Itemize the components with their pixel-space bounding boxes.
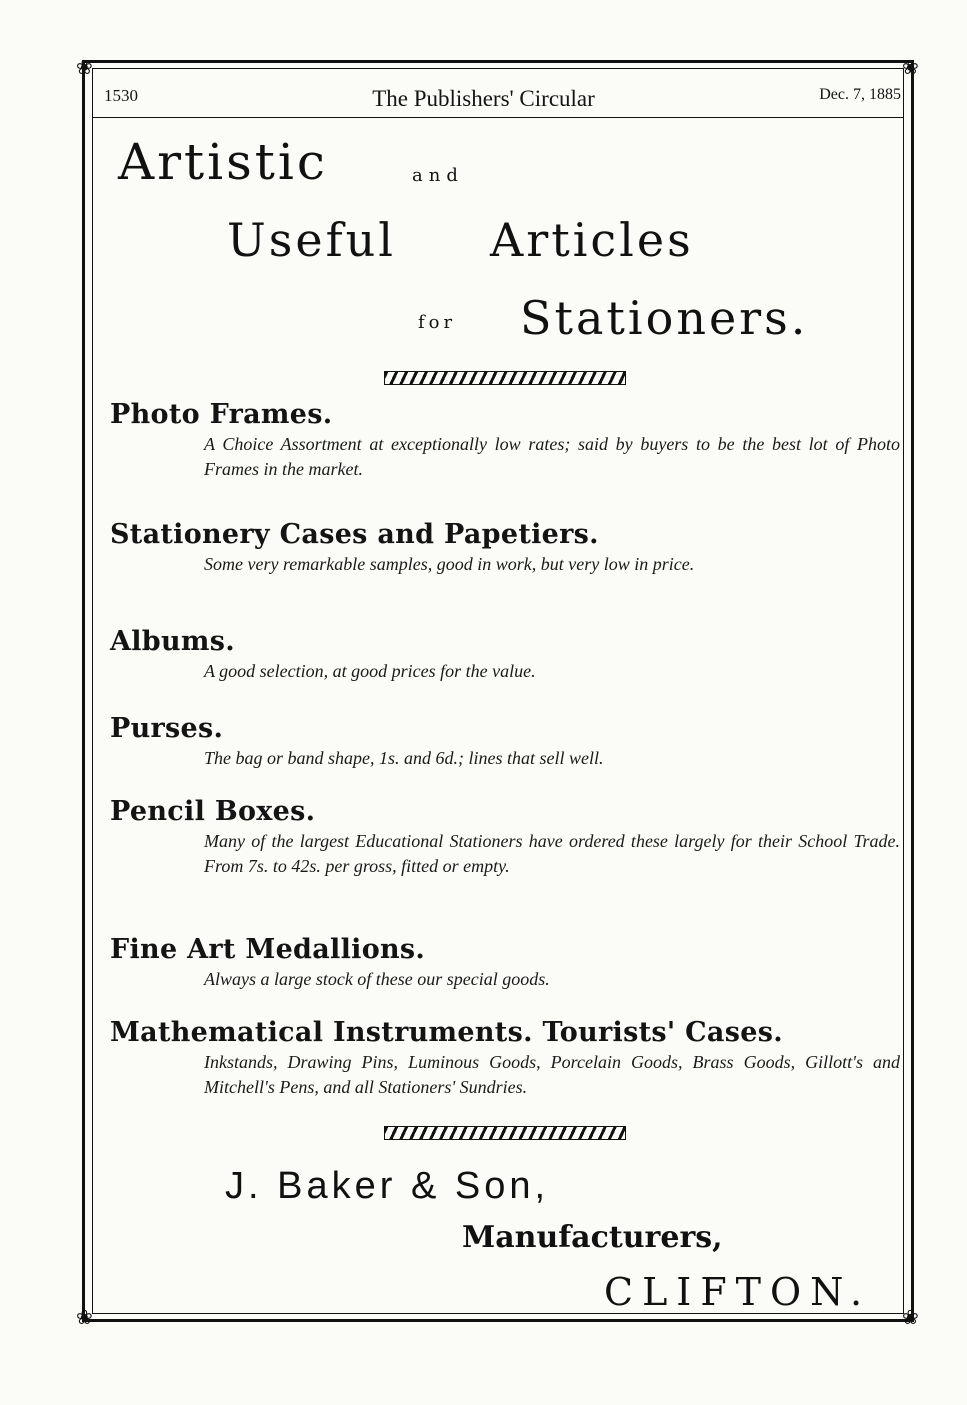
corner-ornament-icon: ❀ (902, 57, 919, 79)
journal-title: The Publishers' Circular (372, 86, 595, 111)
product-description: A Choice Assortment at exceptionally low rates; said by buyers to be the best lot of Photo Frames in the market. (204, 434, 900, 479)
product-heading: Fine Art Medallions. (110, 934, 426, 965)
product-section (110, 712, 900, 771)
product-description: Always a large stock of these our special goods. (204, 969, 550, 989)
display-heading-articles: Articles (490, 213, 694, 267)
product-heading: Photo Frames. (110, 399, 333, 430)
product-heading: Pencil Boxes. (110, 796, 316, 827)
ornamental-rule (384, 371, 626, 385)
display-heading-stationers: Stationers. (520, 291, 809, 345)
issue-date: Dec. 7, 1885 (819, 86, 901, 103)
product-description: Many of the largest Educational Stationers have ordered these largely for their School Trade. From 7s. to 42s. per gross, fitted or empty. (204, 831, 900, 876)
corner-ornament-icon: ❀ (902, 1307, 919, 1329)
product-description: Some very remarkable samples, good in work, but very low in price. (204, 554, 695, 574)
product-section (110, 398, 900, 482)
display-heading-artistic: Artistic (118, 133, 328, 191)
corner-ornament-icon: ❀ (76, 57, 93, 79)
ornamental-rule (384, 1126, 626, 1140)
product-section (110, 795, 900, 879)
product-description: Inkstands, Drawing Pins, Luminous Goods, Porcelain Goods, Brass Goods, Gillott's and Mitchell's Pens, and all Stationers' Sundries. (204, 1052, 900, 1097)
product-section (110, 933, 900, 992)
product-heading: Mathematical Instruments. Tourists' Cases. (110, 1017, 783, 1048)
product-section (110, 518, 900, 577)
product-description: The bag or band shape, 1s. and 6d.; lines that sell well. (204, 748, 604, 768)
display-heading-for: for (418, 312, 457, 333)
maker-name: J. Baker & Son, (225, 1165, 550, 1207)
maker-trade: Manufacturers, (462, 1220, 723, 1255)
display-heading-useful: Useful (227, 213, 396, 267)
page-number: 1530 (104, 86, 138, 105)
maker-town: CLIFTON. (604, 1270, 872, 1314)
product-section (110, 1016, 900, 1100)
product-description: A good selection, at good prices for the value. (204, 661, 536, 681)
corner-ornament-icon: ❀ (76, 1307, 93, 1329)
product-heading: Stationery Cases and Papetiers. (110, 519, 599, 550)
display-heading-and: and (412, 165, 464, 186)
product-heading: Albums. (110, 626, 235, 657)
product-section (110, 625, 900, 684)
header-rule (92, 117, 904, 118)
product-heading: Purses. (110, 713, 224, 744)
